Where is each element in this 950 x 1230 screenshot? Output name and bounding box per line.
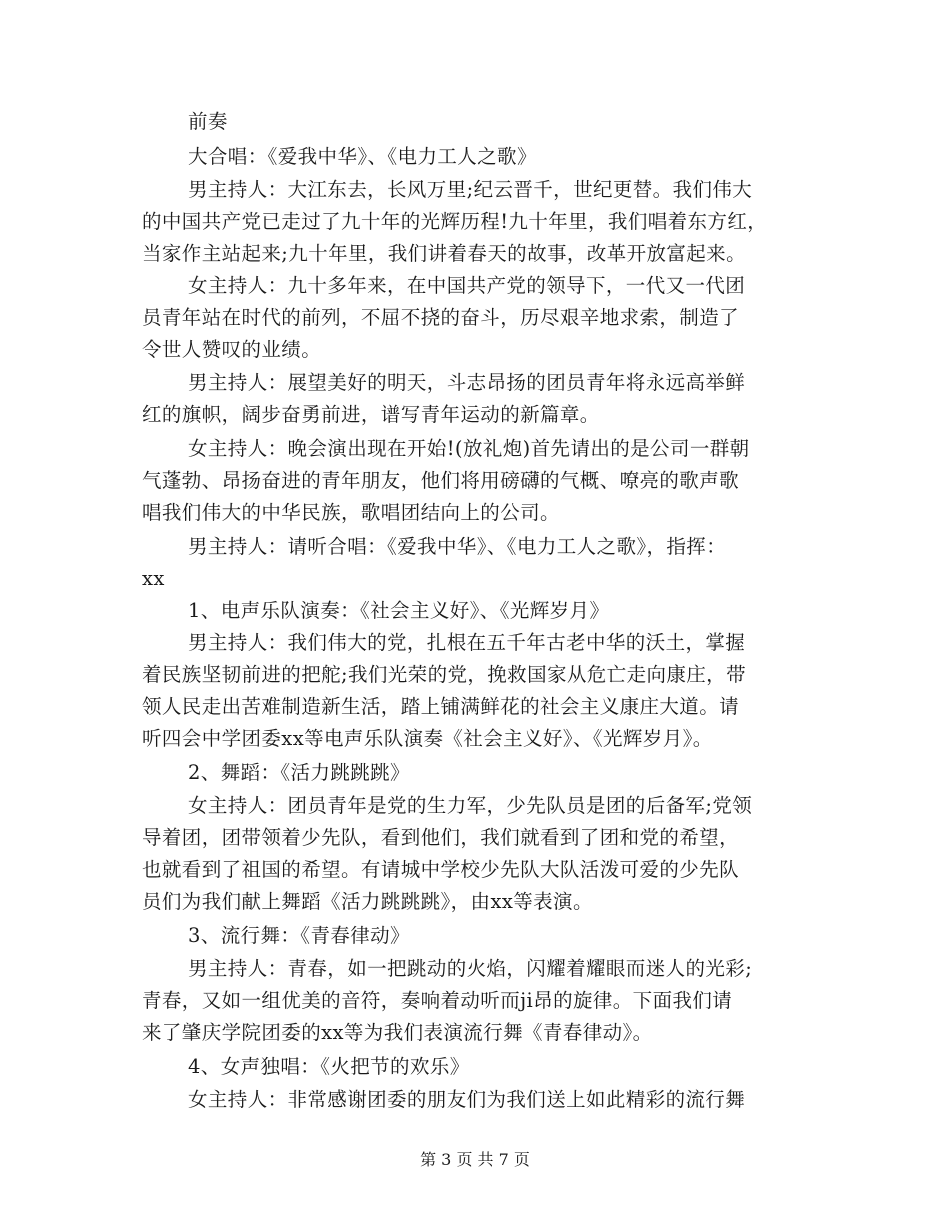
text-line: 女主持人：晚会演出现在开始!(放礼炮)首先请出的是公司一群朝 [188,437,750,460]
text-line: 来了肇庆学院团委的xx等为我们表演流行舞《青春律动》。 [142,1021,653,1044]
text-line: 2、舞蹈：《活力跳跳跳》 [188,761,410,784]
text-line: xx [142,567,165,590]
text-line: 的中国共产党已走过了九十年的光辉历程!九十年里，我们唱着东方红， [142,210,768,233]
text-line: 3、流行舞：《青春律动》 [188,924,410,947]
text-line: 唱我们伟大的中华民族，歌唱团结向上的公司。 [142,501,560,524]
text-line: 员青年站在时代的前列，不屈不挠的奋斗，历尽艰辛地求索，制造了 [142,306,740,329]
text-line: 男主持人：大江东去，长风万里;纪云晋千，世纪更替。我们伟大 [188,178,753,201]
text-line: 令世人赞叹的业绩。 [142,338,322,361]
text-line: 导着团，团带领着少先队，看到他们，我们就看到了团和党的希望， [142,826,740,849]
text-line: 前奏 [188,110,228,133]
text-line: 也就看到了祖国的希望。有请城中学校少先队大队活泼可爱的少先队 [142,858,740,881]
text-line: 气蓬勃、昂扬奋进的青年朋友，他们将用磅礴的气概、嘹亮的歌声歌 [142,469,740,492]
text-line: 女主持人：非常感谢团委的朋友们为我们送上如此精彩的流行舞 [188,1088,746,1111]
text-line: 男主持人：请听合唱：《爱我中华》、《电力工人之歌》，指挥： [188,535,727,558]
text-line: 大合唱：《爱我中华》、《电力工人之歌》 [188,145,537,168]
text-line: 红的旗帜，阔步奋勇前进，谱写青年运动的新篇章。 [142,403,600,426]
text-line: 听四会中学团委xx等电声乐队演奏《社会主义好》、《光辉岁月》。 [142,727,713,750]
text-line: 女主持人：团员青年是党的生力军，少先队员是团的后备军;党领 [188,794,753,817]
text-line: 女主持人：九十多年来，在中国共产党的领导下，一代又一代团 [188,274,746,297]
text-line: 着民族坚韧前进的把舵;我们光荣的党，挽救国家从危亡走向康庄，带 [142,663,746,686]
text-line: 男主持人：我们伟大的党，扎根在五千年古老中华的沃土，掌握 [188,631,746,654]
text-line: 领人民走出苦难制造新生活，踏上铺满鲜花的社会主义康庄大道。请 [142,695,740,718]
page-number-footer: 第 3 页 共 7 页 [420,1150,530,1169]
text-line: 当家作主站起来;九十年里，我们讲着春天的故事，改革开放富起来。 [142,242,746,265]
text-line: 1、电声乐队演奏：《社会主义好》、《光辉岁月》 [188,599,610,622]
text-line: 男主持人：展望美好的明天，斗志昂扬的团员青年将永远高举鲜 [188,371,746,394]
text-line: 4、女声独唱：《火把节的欢乐》 [188,1055,470,1078]
text-line: 青春，又如一组优美的音符，奏响着动听而ji昂的旋律。下面我们请 [142,989,733,1012]
text-line: 男主持人：青春，如一把跳动的火焰，闪耀着耀眼而迷人的光彩; [188,957,753,980]
text-line: 员们为我们献上舞蹈《活力跳跳跳》，由xx等表演。 [142,890,593,913]
